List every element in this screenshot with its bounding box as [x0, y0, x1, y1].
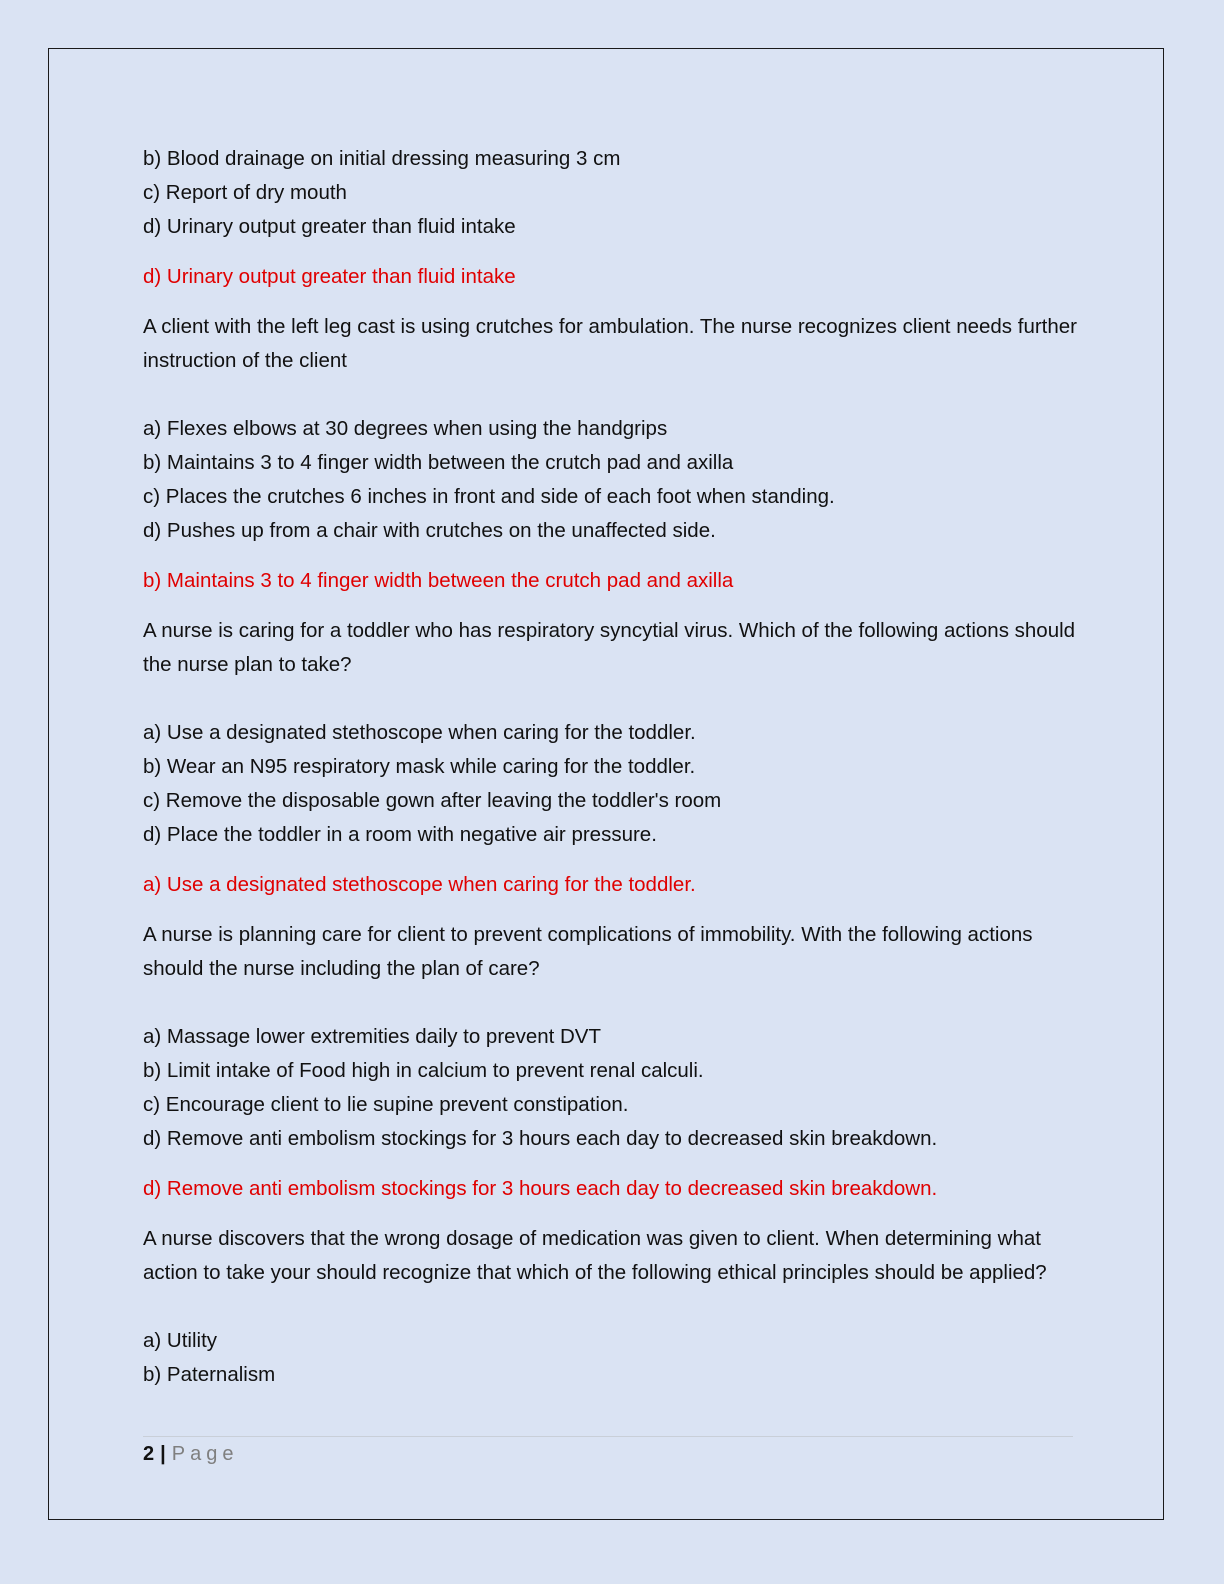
- question-4-options: [143, 1020, 1078, 1156]
- page-number: 2: [143, 1443, 155, 1465]
- answer-3: a) Use a designated stethoscope when caring for the toddler.: [143, 873, 696, 896]
- question-1-options: [143, 142, 1078, 244]
- option: d) Place the toddler in a room with negative air pressure.: [143, 823, 657, 846]
- question-3-text: A nurse is caring for a toddler who has respiratory syncytial virus. Which of the following actions should the nurse plan to take?: [143, 619, 1076, 676]
- question-4-text: A nurse is planning care for client to prevent complications of immobility. With the following actions should the nurse including the plan of care?: [143, 923, 1033, 980]
- question-2-text: A client with the left leg cast is using crutches for ambulation. The nurse recognizes client needs further instruction of the client: [143, 315, 1078, 372]
- question-5-text: A nurse discovers that the wrong dosage of medication was given to client. When determining what action to take your should recognize that which of the following ethical principles should be applied?: [143, 1227, 1047, 1284]
- question-2-options: [143, 412, 1078, 548]
- option: a) Massage lower extremities daily to prevent DVT: [143, 1025, 602, 1048]
- option: c) Places the crutches 6 inches in front and side of each foot when standing.: [143, 485, 835, 508]
- question-5-options: [143, 1324, 1078, 1392]
- document-body: [143, 142, 1078, 1392]
- option: b) Maintains 3 to 4 finger width between the crutch pad and axilla: [143, 451, 734, 474]
- option: c) Remove the disposable gown after leaving the toddler's room: [143, 789, 722, 812]
- option: a) Use a designated stethoscope when caring for the toddler.: [143, 721, 696, 744]
- footer-separator: |: [160, 1443, 166, 1465]
- option: b) Limit intake of Food high in calcium to prevent renal calculi.: [143, 1059, 704, 1082]
- option: d) Pushes up from a chair with crutches on the unaffected side.: [143, 519, 716, 542]
- option: d) Remove anti embolism stockings for 3 hours each day to decreased skin breakdown.: [143, 1127, 938, 1150]
- answer-2: b) Maintains 3 to 4 finger width between the crutch pad and axilla: [143, 569, 734, 592]
- option: a) Flexes elbows at 30 degrees when using the handgrips: [143, 417, 668, 440]
- answer-1: d) Urinary output greater than fluid intake: [143, 265, 516, 288]
- option: a) Utility: [143, 1329, 218, 1352]
- option: b) Wear an N95 respiratory mask while caring for the toddler.: [143, 755, 696, 778]
- option: c) Report of dry mouth: [143, 181, 347, 204]
- page-footer: [143, 1440, 238, 1468]
- answer-4: d) Remove anti embolism stockings for 3 hours each day to decreased skin breakdown.: [143, 1177, 938, 1200]
- option: b) Blood drainage on initial dressing measuring 3 cm: [143, 147, 621, 170]
- option: d) Urinary output greater than fluid intake: [143, 215, 516, 238]
- option: b) Paternalism: [143, 1363, 276, 1386]
- question-3-options: [143, 716, 1078, 852]
- option: c) Encourage client to lie supine prevent constipation.: [143, 1093, 629, 1116]
- page-label: Page: [171, 1443, 239, 1465]
- footer-divider: [143, 1436, 1073, 1437]
